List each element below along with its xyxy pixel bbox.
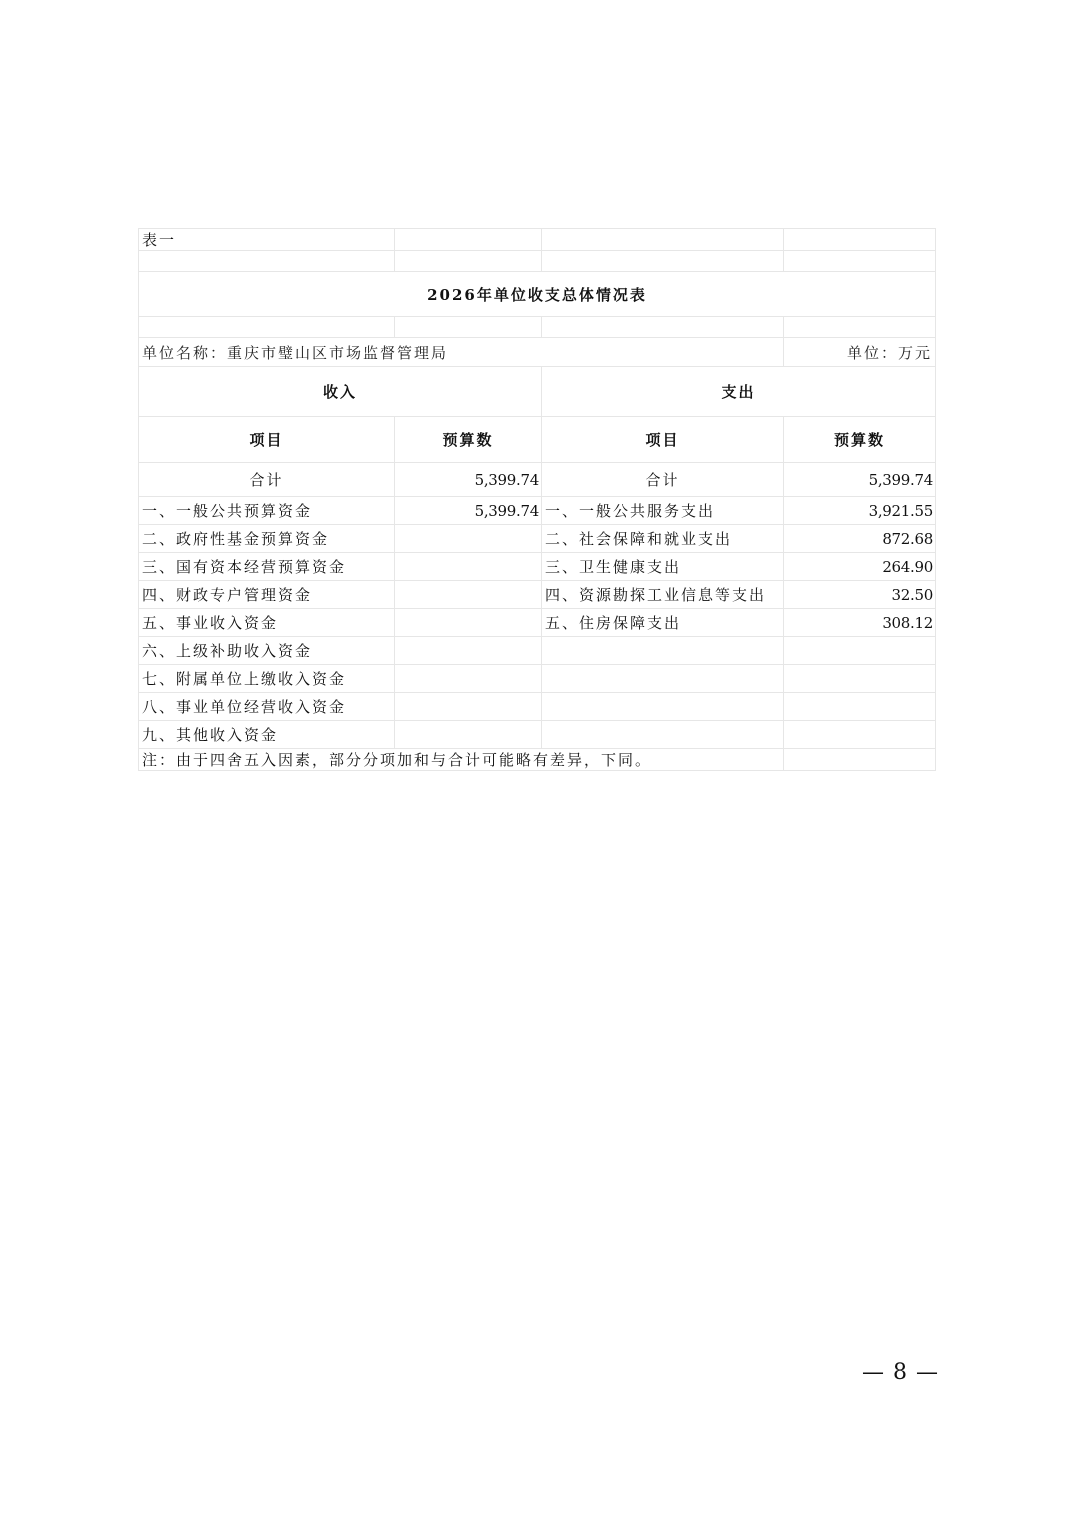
expense-header: 支出 [542, 367, 936, 417]
expense-item: 三、卫生健康支出 [542, 553, 784, 581]
expense-value: 264.90 [784, 553, 936, 581]
table-row [139, 665, 936, 693]
income-item: 六、上级补助收入资金 [139, 637, 395, 665]
expense-item [542, 693, 784, 721]
expense-total-label: 合计 [542, 463, 784, 497]
expense-value [784, 665, 936, 693]
income-item: 七、附属单位上缴收入资金 [139, 665, 395, 693]
expense-item: 二、社会保障和就业支出 [542, 525, 784, 553]
expense-item-col-header: 项目 [542, 417, 784, 463]
table-row [139, 525, 936, 553]
table-row [139, 497, 936, 525]
expense-value: 3,921.55 [784, 497, 936, 525]
table-note: 注：由于四舍五入因素，部分分项加和与合计可能略有差异，下同。 [139, 749, 784, 771]
income-item: 一、一般公共预算资金 [139, 497, 395, 525]
table-label: 表一 [139, 229, 395, 251]
income-value [395, 581, 542, 609]
table-title: 2026年单位收支总体情况表 [139, 272, 936, 317]
budget-summary-table [138, 228, 936, 771]
table-row [139, 637, 936, 665]
page-number: — 8 — [862, 1360, 939, 1385]
income-budget-col-header: 预算数 [395, 417, 542, 463]
income-item: 三、国有资本经营预算资金 [139, 553, 395, 581]
income-total-value: 5,399.74 [395, 463, 542, 497]
table-row [139, 609, 936, 637]
expense-value: 308.12 [784, 609, 936, 637]
expense-item: 四、资源勘探工业信息等支出 [542, 581, 784, 609]
expense-item [542, 637, 784, 665]
table-row [139, 721, 936, 749]
expense-value: 872.68 [784, 525, 936, 553]
expense-item [542, 665, 784, 693]
income-value: 5,399.74 [395, 497, 542, 525]
income-item: 九、其他收入资金 [139, 721, 395, 749]
expense-value: 32.50 [784, 581, 936, 609]
expense-item [542, 721, 784, 749]
total-row [139, 463, 936, 497]
income-value [395, 665, 542, 693]
table-row [139, 693, 936, 721]
income-item-col-header: 项目 [139, 417, 395, 463]
unit-label: 单位：万元 [784, 338, 936, 367]
income-total-label: 合计 [139, 463, 395, 497]
expense-item: 一、一般公共服务支出 [542, 497, 784, 525]
income-item: 八、事业单位经营收入资金 [139, 693, 395, 721]
income-item: 四、财政专户管理资金 [139, 581, 395, 609]
income-value [395, 637, 542, 665]
income-item: 五、事业收入资金 [139, 609, 395, 637]
table-row [139, 581, 936, 609]
unit-name: 单位名称：重庆市璧山区市场监督管理局 [139, 338, 784, 367]
expense-value [784, 693, 936, 721]
expense-total-value: 5,399.74 [784, 463, 936, 497]
income-value [395, 721, 542, 749]
income-value [395, 693, 542, 721]
expense-value [784, 637, 936, 665]
income-value [395, 553, 542, 581]
expense-value [784, 721, 936, 749]
income-item: 二、政府性基金预算资金 [139, 525, 395, 553]
income-header: 收入 [139, 367, 542, 417]
table-row [139, 553, 936, 581]
expense-budget-col-header: 预算数 [784, 417, 936, 463]
income-value [395, 609, 542, 637]
income-value [395, 525, 542, 553]
expense-item: 五、住房保障支出 [542, 609, 784, 637]
